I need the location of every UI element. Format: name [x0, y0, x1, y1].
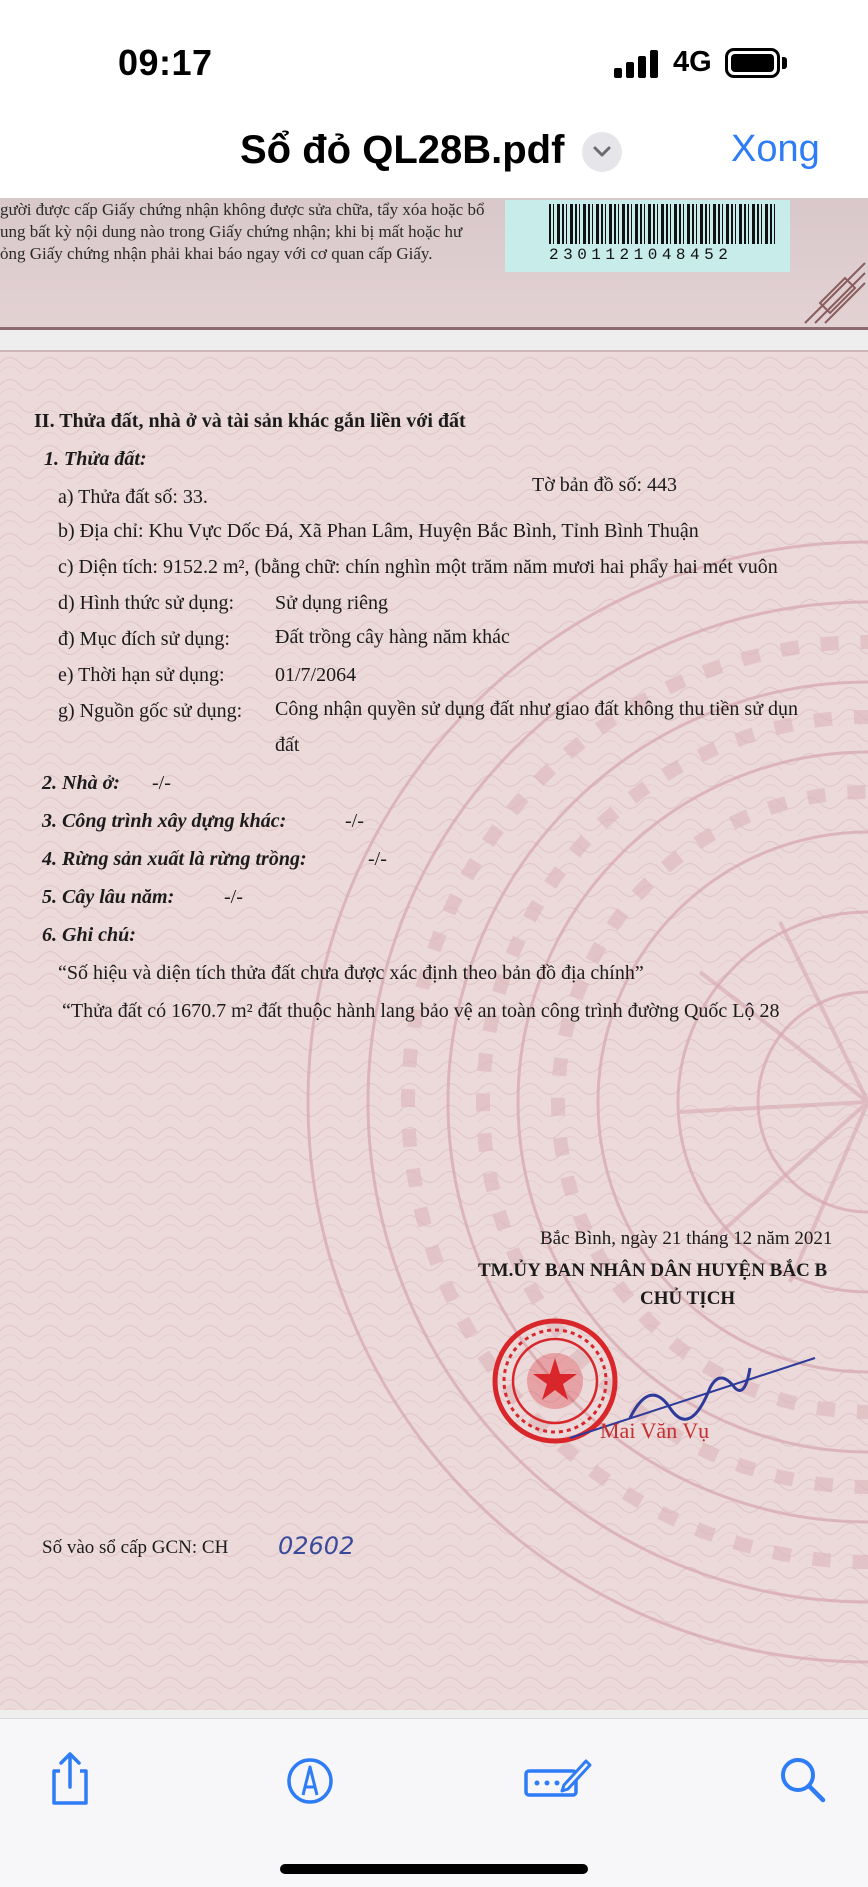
- navigation-bar: [0, 120, 868, 200]
- signer-name: Mai Văn Vụ: [600, 1418, 710, 1443]
- perennial-heading: 5. Cây lâu năm:: [42, 886, 175, 908]
- signature-scribble: [560, 1338, 820, 1458]
- house-value: -/-: [152, 772, 171, 794]
- house-heading: 2. Nhà ở:: [42, 772, 120, 794]
- cellular-signal-icon: [614, 48, 658, 78]
- done-button[interactable]: Xong: [731, 128, 820, 170]
- note-1: “Số hiệu và diện tích thửa đất chưa được xác định theo bản đồ địa chính”: [58, 962, 644, 984]
- issue-date: Bắc Bình, ngày 21 tháng 12 năm 2021: [540, 1228, 833, 1249]
- annotate-button[interactable]: [522, 1749, 592, 1809]
- search-icon: [773, 1749, 833, 1809]
- use-form-label: d) Hình thức sử dụng:: [58, 592, 235, 614]
- term-label: e) Thời hạn sử dụng:: [58, 664, 225, 686]
- status-bar: [0, 0, 868, 120]
- network-type: 4G: [673, 46, 712, 78]
- forest-heading: 4. Rừng sản xuất là rừng trồng:: [42, 848, 307, 870]
- registry-number: 02602: [278, 1532, 355, 1560]
- home-indicator[interactable]: [280, 1864, 588, 1874]
- certificate-page: [0, 350, 868, 1710]
- document-title[interactable]: Sổ đỏ QL28B.pdf: [240, 128, 565, 172]
- chairman-title: CHỦ TỊCH: [640, 1288, 736, 1309]
- certificate-page-previous: [0, 198, 868, 330]
- origin-value: Công nhận quyền sử dụng đất như giao đất không thu tiền sử dụn: [275, 698, 799, 720]
- other-works-value: -/-: [345, 810, 364, 832]
- notes-heading: 6. Ghi chú:: [42, 924, 136, 946]
- purpose-label: đ) Mục đích sử dụng:: [58, 628, 230, 650]
- battery-icon: [725, 48, 780, 78]
- forest-value: -/-: [368, 848, 387, 870]
- perennial-value: -/-: [224, 886, 243, 908]
- other-works-heading: 3. Công trình xây dựng khác:: [42, 810, 287, 832]
- battery-cap: [782, 57, 787, 69]
- term-value: 01/7/2064: [275, 664, 357, 686]
- status-time: 09:17: [118, 42, 213, 83]
- annotate-icon: [522, 1749, 592, 1809]
- purpose-value: Đất trồng cây hàng năm khác: [275, 626, 510, 648]
- section-title: II. Thửa đất, nhà ở và tài sản khác gắn liền với đất: [34, 410, 466, 432]
- bottom-toolbar: [0, 1718, 868, 1887]
- barcode-bars: [549, 204, 777, 244]
- note-2: “Thửa đất có 1670.7 m² đất thuộc hành lang bảo vệ an toàn công trình đường Quốc Lộ 28: [62, 1000, 780, 1022]
- origin-label: g) Nguồn gốc sử dụng:: [58, 700, 243, 722]
- barcode: [505, 200, 790, 272]
- chevron-down-icon: [592, 144, 612, 160]
- warning-line-1: gười được cấp Giấy chứng nhận không được sửa chữa, tẩy xóa hoặc bổ: [0, 200, 485, 219]
- title-menu-button[interactable]: [582, 132, 622, 172]
- land-heading: 1. Thửa đất:: [44, 448, 147, 470]
- address: b) Địa chỉ: Khu Vực Dốc Đá, Xã Phan Lâm, Huyện Bắc Bình, Tỉnh Bình Thuận: [58, 520, 699, 542]
- barcode-number: 2301121048452: [549, 246, 733, 264]
- issuing-authority: TM.ỦY BAN NHÂN DÂN HUYỆN BẮC B: [478, 1260, 828, 1281]
- origin-value-continued: đất: [275, 734, 300, 756]
- share-button[interactable]: [40, 1749, 100, 1809]
- use-form-value: Sử dụng riêng: [275, 592, 389, 614]
- registry-label: Số vào sổ cấp GCN: CH: [42, 1537, 229, 1558]
- search-button[interactable]: [773, 1749, 833, 1809]
- pdf-document-view[interactable]: [0, 198, 868, 1718]
- area: c) Diện tích: 9152.2 m², (bằng chữ: chín nghìn một trăm năm mươi hai phẩy hai mét vuôn: [58, 556, 778, 578]
- markup-button[interactable]: [280, 1749, 340, 1809]
- share-icon: [40, 1749, 100, 1809]
- parcel-number: a) Thửa đất số: 33.: [58, 486, 208, 508]
- map-sheet-number: Tờ bản đồ số: 443: [532, 474, 678, 496]
- warning-line-2: ung bất kỳ nội dung nào trong Giấy chứng nhận; khi bị mất hoặc hư: [0, 222, 463, 241]
- markup-icon: [280, 1749, 340, 1809]
- corner-ornament-icon: [800, 258, 868, 328]
- warning-line-3: ỏng Giấy chứng nhận phải khai báo ngay với cơ quan cấp Giấy.: [0, 244, 433, 263]
